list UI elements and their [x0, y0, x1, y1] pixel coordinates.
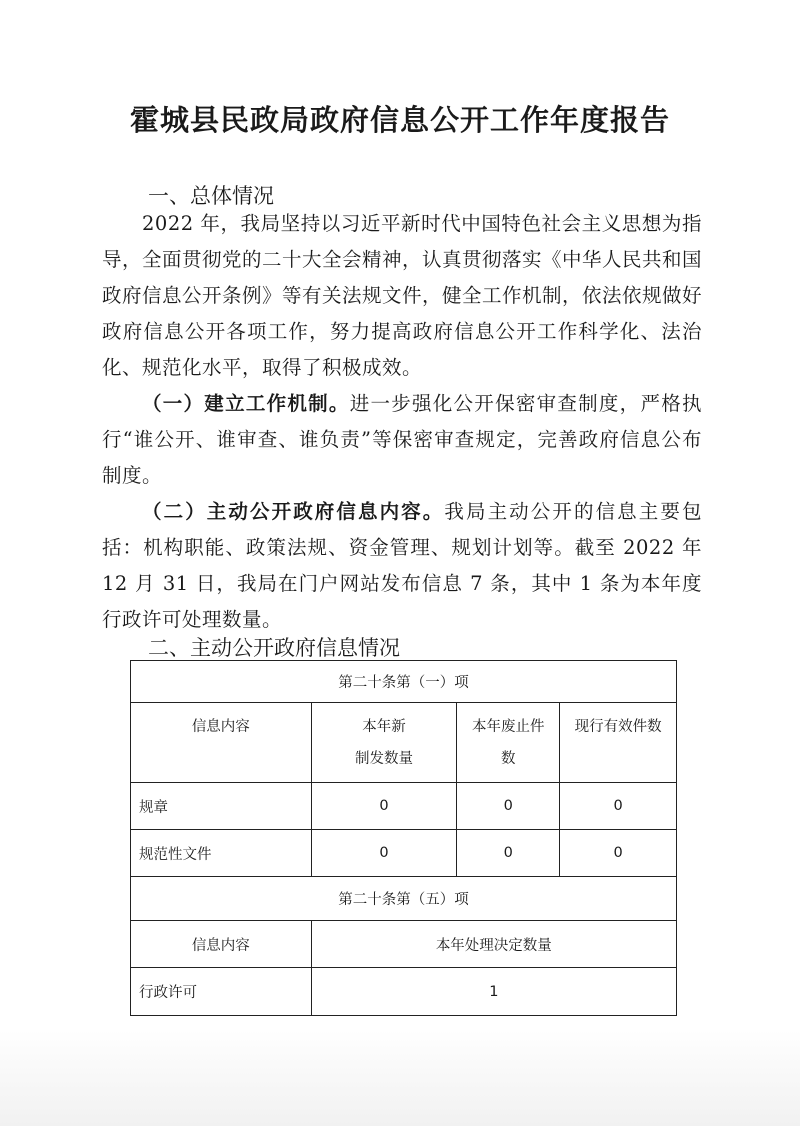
group2-title: 第二十条第（五）项 — [131, 877, 677, 921]
row-decision-value: 1 — [311, 968, 676, 1016]
row-label: 规章 — [131, 783, 312, 830]
header-valid-count: 现行有效件数 — [560, 703, 677, 783]
row-abolished-value: 0 — [457, 783, 560, 830]
disclosure-content-body: 我局主动公开的信息主要包括：机构职能、政策法规、资金管理、规划计划等。截至 2022 年 12 月 31 日，我局在门户网站发布信息 7 条，其中 1 条为本年度行政许可处理数量。 — [102, 500, 702, 631]
work-mechanism-paragraph — [102, 386, 702, 494]
overview-paragraph: 2022 年，我局坚持以习近平新时代中国特色社会主义思想为指导，全面贯彻党的二十大全会精神，认真贯彻落实《中华人民共和国政府信息公开条例》等有关法规文件，健全工作机制，依法依规做好政府信息公开各项工作，努力提高政府信息公开工作科学化、法治化、规范化水平，取得了积极成效。 — [102, 212, 703, 379]
section-heading-disclosure: 二、主动公开政府信息情况 — [148, 636, 400, 660]
table-group-row — [131, 877, 677, 921]
row-new-value: 0 — [311, 830, 457, 877]
header2-info-content: 信息内容 — [131, 921, 312, 968]
table-row — [131, 968, 677, 1016]
header-abolished-count-line2: 数 — [501, 750, 516, 767]
header-new-count-line1: 本年新 — [362, 718, 406, 735]
table-header-row — [131, 921, 677, 968]
report-title: 霍城县民政局政府信息公开工作年度报告 — [129, 103, 670, 137]
header-abolished-count-line1: 本年废止件 — [472, 718, 545, 735]
row-label: 规范性文件 — [131, 830, 312, 877]
table-header-row — [131, 703, 677, 783]
header-new-count-line2: 制发数量 — [355, 750, 413, 767]
header-abolished-count — [457, 703, 560, 783]
section-heading-overview: 一、总体情况 — [148, 184, 274, 208]
disclosure-content-title: （二）主动公开政府信息内容。 — [142, 500, 445, 523]
row-label: 行政许可 — [131, 968, 312, 1016]
header-info-content: 信息内容 — [131, 703, 312, 783]
work-mechanism-title: （一）建立工作机制。 — [142, 392, 350, 415]
table-group-row — [131, 661, 677, 703]
scan-shadow — [0, 1030, 800, 1126]
row-valid-value: 0 — [560, 783, 677, 830]
table-row — [131, 830, 677, 877]
group1-title: 第二十条第（一）项 — [131, 661, 677, 703]
work-mechanism-body: 进一步强化公开保密审查制度，严格执行“谁公开、谁审查、谁负责”等保密审查规定，完善政府信息公布制度。 — [102, 392, 702, 487]
row-valid-value: 0 — [560, 830, 677, 877]
table-row — [131, 783, 677, 830]
row-abolished-value: 0 — [457, 830, 560, 877]
disclosure-table — [130, 660, 677, 1016]
header-new-count — [311, 703, 457, 783]
disclosure-content-paragraph — [102, 494, 702, 638]
row-new-value: 0 — [311, 783, 457, 830]
header2-decision-count: 本年处理决定数量 — [311, 921, 676, 968]
